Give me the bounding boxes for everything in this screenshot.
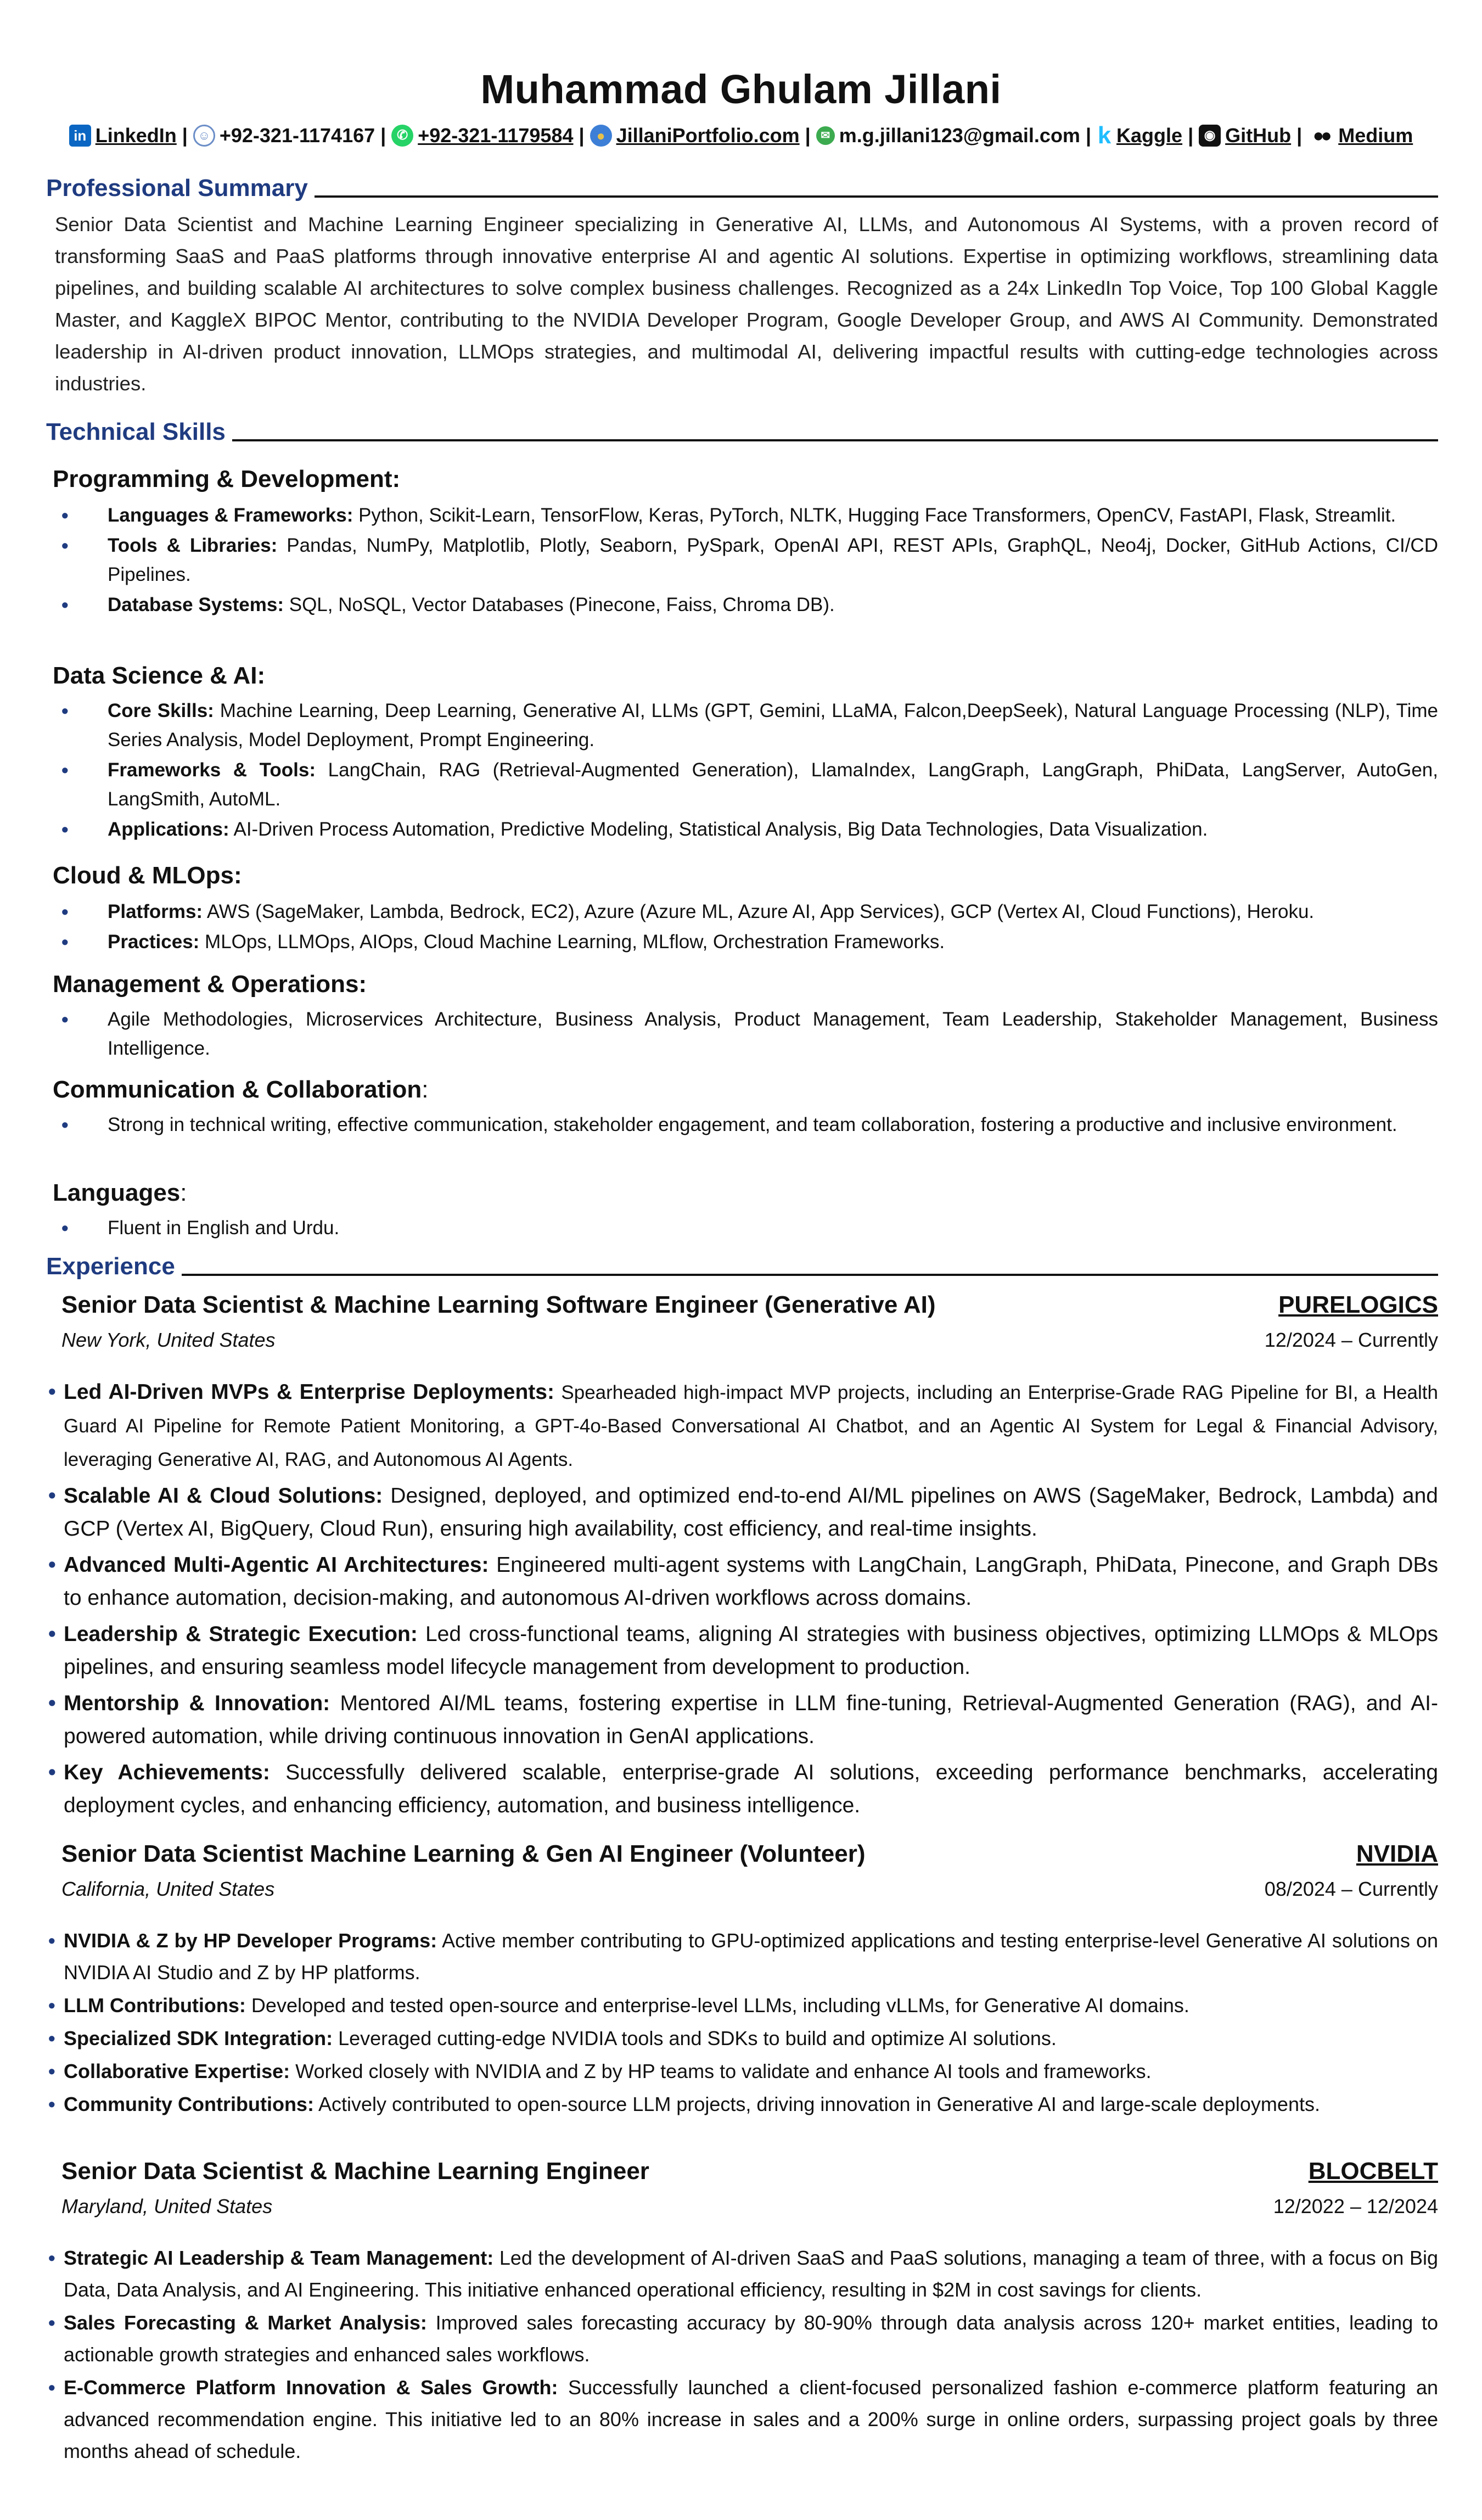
portfolio-link[interactable]: JillaniPortfolio.com <box>616 124 800 147</box>
skill-item: • Platforms: AWS (SageMaker, Lambda, Bedrock, EC2), Azure (Azure ML, Azure AI, App Services), GCP (Vertex AI, Cloud Functions), Heroku. <box>61 900 1315 923</box>
github-link[interactable]: GitHub <box>1225 124 1292 147</box>
skill-group-title: Data Science & AI: <box>53 662 266 689</box>
kaggle-link[interactable]: Kaggle <box>1116 124 1183 147</box>
skill-list <box>61 1213 1438 1244</box>
job-bullets <box>48 1376 1438 1825</box>
portfolio-contact[interactable] <box>590 124 800 147</box>
job-bullet: • Scalable AI & Cloud Solutions: Designed, deployed, and optimized end-to-end AI/ML pipelines on AWS (SageMaker, Bedrock, Lambda) and GCP (Vertex AI, BigQuery, Cloud Run), ensuring high availability, cost efficiency, and real-time insights. <box>48 1484 1438 1541</box>
job-bullet: • Key Achievements: Successfully delivered scalable, enterprise-grade AI solutions, exceeding performance benchmarks, accelerating deployment cycles, and enhancing efficiency, automation, and business intelligence. <box>48 1761 1439 1817</box>
job-bullet: • E-Commerce Platform Innovation & Sales Growth: Successfully launched a client-focused personalized fashion e-commerce platform featuring an advanced recommendation engine. This initiative led to an 80% increase in sales and a 200% surge in online orders, surpassing project goals by three months ahead of schedule. <box>48 2376 1438 2462</box>
contact-separator: | <box>380 124 386 147</box>
phone-icon: ☺ <box>193 125 215 147</box>
job-company: BLOCBELT <box>1308 2158 1438 2185</box>
job-dates: 12/2022 – 12/2024 <box>1273 2195 1438 2217</box>
job-bullet: • Community Contributions: Actively contributed to open-source LLM projects, driving innovation in Generative AI and large-scale deployments. <box>48 2093 1320 2115</box>
whatsapp-link[interactable]: +92-321-1179584 <box>418 124 574 147</box>
job-company: PURELOGICS <box>1278 1291 1438 1318</box>
skill-item: • Applications: AI-Driven Process Automation, Predictive Modeling, Statistical Analysis, Big Data Technologies, Data Visualization. <box>61 818 1208 841</box>
medium-icon: ●● <box>1312 125 1329 146</box>
summary-heading-text: Professional Summary <box>46 175 308 201</box>
skill-item: • Fluent in English and Urdu. <box>61 1217 340 1239</box>
skill-list <box>61 696 1438 845</box>
email-contact <box>816 124 1080 147</box>
skill-group-title: Programming & Development: <box>53 466 401 492</box>
contact-separator: | <box>182 124 188 147</box>
whatsapp-contact[interactable] <box>391 124 573 147</box>
job-bullet: • Strategic AI Leadership & Team Management: Led the development of AI-driven SaaS and PaaS solutions, managing a team of three, with a focus on Big Data, Data Analysis, and AI Engineering. This initiative enhanced operational efficiency, resulting in $2M in cost savings for clients. <box>48 2247 1438 2301</box>
experience-heading <box>46 1253 1438 1280</box>
experience-heading-text: Experience <box>46 1253 175 1280</box>
skill-item: • Agile Methodologies, Microservices Architecture, Business Analysis, Product Management, Team Leadership, Stakeholder Management, Business Intelligence. <box>61 1008 1438 1059</box>
section-rule <box>232 439 1438 441</box>
job-bullet: • Led AI-Driven MVPs & Enterprise Deployments: Spearheaded high-impact MVP projects, including an Enterprise-Grade RAG Pipeline for BI, a Health Guard AI Pipeline for Remote Patient Monitoring, a GPT-4o-Based Conversational AI Chatbot, and an Agentic AI System for Legal & Financial Advisory, leveraging Generative AI, RAG, and Autonomous AI Agents. <box>48 1380 1438 1470</box>
summary-heading <box>46 175 1438 202</box>
skill-group-title: Languages: <box>53 1179 187 1206</box>
skills-heading-text: Technical Skills <box>46 418 226 445</box>
mail-icon: ✉ <box>816 126 835 145</box>
job-bullets <box>48 1925 1438 2121</box>
medium-link[interactable]: Medium <box>1338 124 1413 147</box>
summary-text: Senior Data Scientist and Machine Learning Engineer specializing in Generative AI, LLMs, and Autonomous AI Systems, with a proven record of transforming SaaS and PaaS platforms through innovative enterprise AI and agentic AI solutions. Expertise in optimizing workflows, streamlining data pipelines, and building scalable AI architectures to solve complex business challenges. Recognized as a 24x LinkedIn Top Voice, Top 100 Global Kaggle Master, and KaggleX BIPOC Mentor, contributing to the NVIDIA Developer Program, Google Developer Group, and AWS AI Community. Demonstrated leadership in AI-driven product innovation, LLMOps strategies, and multimodal AI, delivering impactful results with cutting-edge technologies across industries. <box>55 213 1438 395</box>
job-bullet: • Collaborative Expertise: Worked closely with NVIDIA and Z by HP teams to validate and enhance AI tools and frameworks. <box>48 2060 1152 2082</box>
job-dates: 08/2024 – Currently <box>1264 1878 1438 1900</box>
skill-item: • Practices: MLOps, LLMOps, AIOps, Cloud Machine Learning, MLflow, Orchestration Frameworks. <box>61 931 945 953</box>
linkedin-contact[interactable] <box>69 124 177 147</box>
contact-separator: | <box>1085 124 1092 147</box>
phone-contact <box>193 124 375 147</box>
skill-list <box>61 1005 1438 1064</box>
job-bullet: • Specialized SDK Integration: Leveraged cutting-edge NVIDIA tools and SDKs to build and optimize AI solutions. <box>48 2027 1057 2049</box>
contact-separator: | <box>805 124 811 147</box>
contact-separator: | <box>1296 124 1303 147</box>
linkedin-icon: in <box>69 125 91 147</box>
skill-list <box>61 1110 1438 1140</box>
section-rule <box>315 195 1438 198</box>
github-contact[interactable] <box>1199 124 1291 147</box>
job-bullet: • Mentorship & Innovation: Mentored AI/ML teams, fostering expertise in LLM fine-tuning, Retrieval-Augmented Generation (RAG), and AI-powered automation, while driving continuous innovation in GenAI applications. <box>48 1692 1438 1748</box>
contact-separator: | <box>579 124 585 147</box>
phone-number: +92-321-1174167 <box>219 124 375 147</box>
job-bullet: • Sales Forecasting & Market Analysis: Improved sales forecasting accuracy by 80-90% through data analysis across 120+ market entities, leading to actionable growth strategies and enhanced sales workflows. <box>48 2311 1438 2366</box>
globe-icon: ● <box>590 125 612 147</box>
medium-contact[interactable] <box>1307 124 1413 147</box>
job-bullet: • Leadership & Strategic Execution: Led cross-functional teams, aligning AI strategies with business objectives, optimizing LLMOps & MLOps pipelines, and ensuring seamless model lifecycle management from development to production. <box>48 1622 1438 1679</box>
skill-item: • Tools & Libraries: Pandas, NumPy, Matplotlib, Plotly, Seaborn, PySpark, OpenAI API, REST APIs, GraphQL, Neo4j, Docker, GitHub Actions, CI/CD Pipelines. <box>61 534 1438 585</box>
kaggle-contact[interactable] <box>1097 124 1182 147</box>
job-title: Senior Data Scientist & Machine Learning Engineer <box>61 2158 649 2185</box>
kaggle-icon: k <box>1097 122 1112 149</box>
job-bullet: • LLM Contributions: Developed and tested open-source and enterprise-level LLMs, including vLLMs, for Generative AI domains. <box>48 1994 1189 2017</box>
job-title: Senior Data Scientist & Machine Learning Software Engineer (Generative AI) <box>61 1291 936 1318</box>
skill-item: • Database Systems: SQL, NoSQL, Vector Databases (Pinecone, Faiss, Chroma DB). <box>61 593 835 616</box>
job-location: New York, United States <box>61 1329 276 1351</box>
job-company: NVIDIA <box>1356 1840 1438 1867</box>
skill-item: • Languages & Frameworks: Python, Scikit-Learn, TensorFlow, Keras, PyTorch, NLTK, Hugging Face Transformers, OpenCV, FastAPI, Flask, Streamlit. <box>61 504 1396 527</box>
section-rule <box>182 1274 1438 1276</box>
skill-group-title: Management & Operations: <box>53 971 367 998</box>
job-bullets <box>48 2242 1438 2468</box>
job-dates: 12/2024 – Currently <box>1264 1329 1438 1351</box>
job-location: Maryland, United States <box>61 2195 273 2217</box>
job-title: Senior Data Scientist Machine Learning & Gen AI Engineer (Volunteer) <box>61 1840 866 1867</box>
skill-item: • Frameworks & Tools: LangChain, RAG (Retrieval-Augmented Generation), LlamaIndex, LangGraph, LangGraph, PhiData, LangServer, AutoGen, LangSmith, AutoML. <box>61 759 1438 810</box>
skills-heading <box>46 418 1438 446</box>
email-address: m.g.jillani123@gmail.com <box>839 124 1080 147</box>
skill-item: • Strong in technical writing, effective communication, stakeholder engagement, and team collaboration, fostering a productive and inclusive environment. <box>61 1113 1397 1136</box>
contact-bar <box>44 124 1438 147</box>
linkedin-link[interactable]: LinkedIn <box>95 124 177 147</box>
whatsapp-icon: ✆ <box>391 125 413 147</box>
job-bullet: • NVIDIA & Z by HP Developer Programs: Active member contributing to GPU-optimized applications and testing enterprise-level Generative AI solutions on NVIDIA AI Studio and Z by HP platforms. <box>48 1929 1438 1984</box>
skill-group-title: Communication & Collaboration: <box>53 1076 429 1103</box>
job-bullet: • Advanced Multi-Agentic AI Architectures: Engineered multi-agent systems with LangChain, LangGraph, PhiData, Pinecone, and Graph DBs to enhance automation, decision-making, and autonomous AI-driven workflows across domains. <box>48 1553 1438 1610</box>
skill-group-title: Cloud & MLOps: <box>53 862 242 889</box>
skill-list <box>61 501 1438 620</box>
github-icon: ◉ <box>1199 125 1221 147</box>
skill-item: • Core Skills: Machine Learning, Deep Learning, Generative AI, LLMs (GPT, Gemini, LLaMA, Falcon,DeepSeek), Natural Language Processing (NLP), Time Series Analysis, Model Deployment, Prompt Engineering. <box>61 699 1438 751</box>
contact-separator: | <box>1188 124 1194 147</box>
job-location: California, United States <box>61 1878 275 1900</box>
candidate-name: Muhammad Ghulam Jillani <box>480 66 1002 112</box>
skill-list <box>61 897 1438 957</box>
